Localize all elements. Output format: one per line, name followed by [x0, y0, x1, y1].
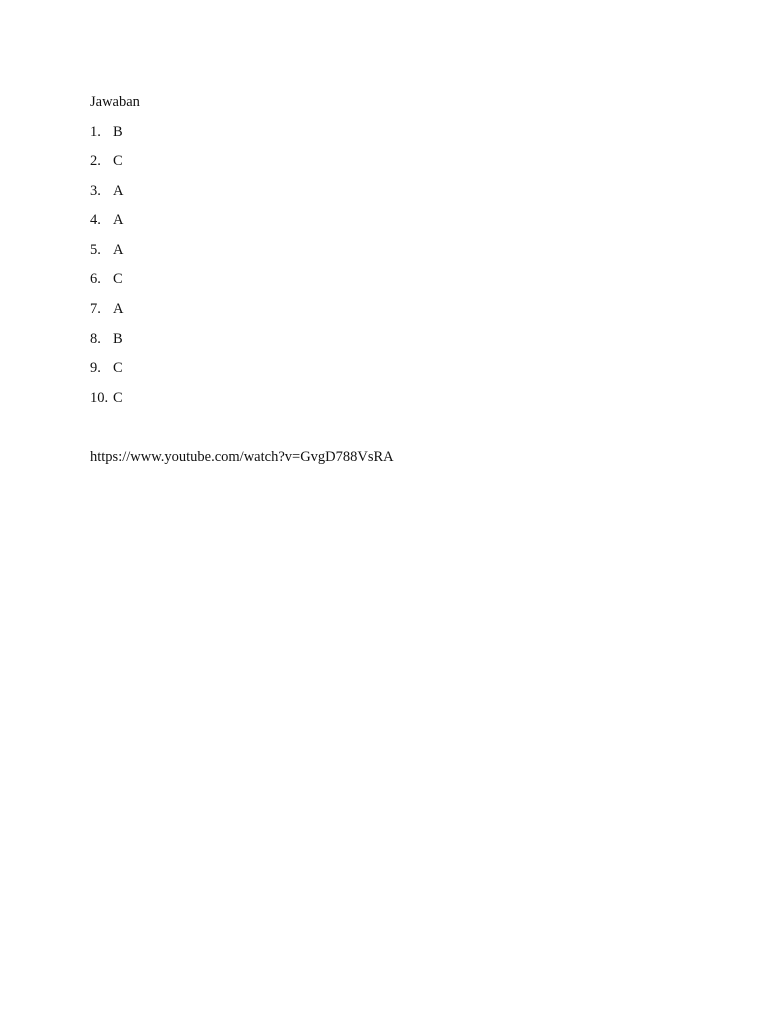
answer-item: [90, 329, 690, 359]
answer-number: 7.: [90, 301, 101, 318]
answer-item: [90, 299, 690, 329]
answer-letter: C: [113, 389, 123, 406]
answers-heading: Jawaban: [90, 94, 140, 110]
answer-letter: B: [113, 330, 123, 347]
answer-list: [90, 122, 690, 418]
answer-letter: B: [113, 123, 123, 140]
answer-number: 4.: [90, 212, 101, 229]
answer-item: [90, 210, 690, 240]
answer-item: [90, 151, 690, 181]
answer-item: [90, 388, 690, 418]
answer-number: 6.: [90, 271, 101, 288]
answer-number: 3.: [90, 182, 101, 199]
video-link[interactable]: https://www.youtube.com/watch?v=GvgD788VsRA: [90, 449, 394, 466]
answer-item: [90, 269, 690, 299]
answer-number: 2.: [90, 153, 101, 170]
answer-number: 8.: [90, 330, 101, 347]
answer-item: [90, 358, 690, 388]
answer-letter: A: [113, 212, 124, 229]
answer-letter: C: [113, 271, 123, 288]
document-page: [90, 92, 690, 467]
answer-letter: C: [113, 153, 123, 170]
answer-letter: A: [113, 241, 124, 258]
answer-item: [90, 240, 690, 270]
answer-number: 1.: [90, 123, 101, 140]
answer-item: [90, 181, 690, 211]
answer-letter: A: [113, 182, 124, 199]
answer-number: 9.: [90, 360, 101, 377]
answer-number: 5.: [90, 241, 101, 258]
answer-item: [90, 122, 690, 152]
answer-letter: A: [113, 301, 124, 318]
answer-letter: C: [113, 360, 123, 377]
answer-number: 10.: [90, 389, 109, 406]
